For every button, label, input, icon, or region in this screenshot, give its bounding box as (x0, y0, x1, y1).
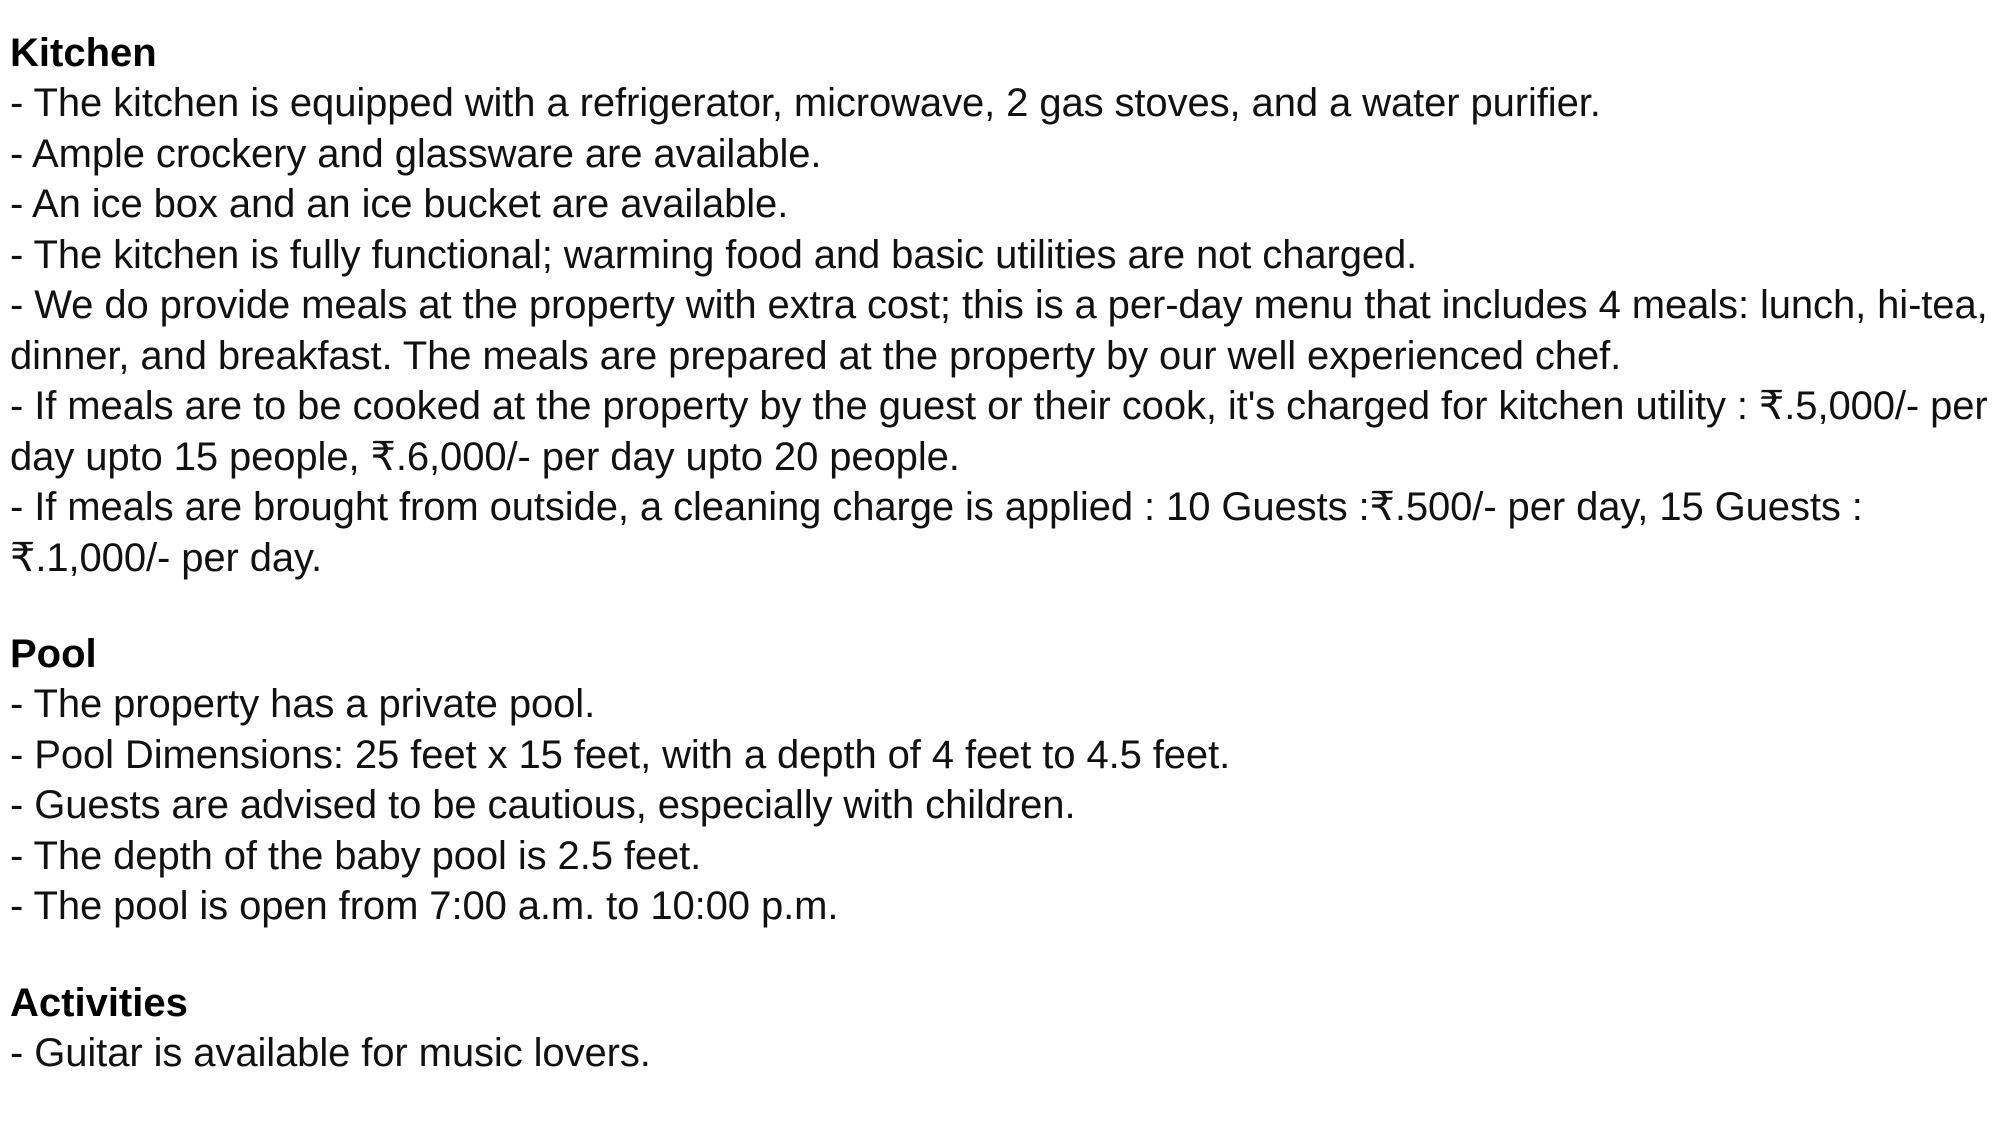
kitchen-item-meals: - We do provide meals at the property with extra cost; this is a per-day menu that includes 4 meals: lunch, hi-tea, dinner, and breakfast. The meals are prepared at the property by our well experienced chef. (10, 283, 1988, 378)
kitchen-item-functional: - The kitchen is fully functional; warming food and basic utilities are not charged. (10, 232, 1418, 277)
kitchen-section (10, 28, 1990, 583)
pool-item-hours: - The pool is open from 7:00 a.m. to 10:00 p.m. (10, 884, 839, 928)
activities-item-guitar: - Guitar is available for music lovers. (10, 1030, 651, 1075)
kitchen-item-equipment: - The kitchen is equipped with a refrigerator, microwave, 2 gas stoves, and a water purifier. (10, 81, 1601, 125)
pool-item-caution: - Guests are advised to be cautious, especially with children. (10, 783, 1076, 827)
pool-item-dimensions: - Pool Dimensions: 25 feet x 15 feet, with a depth of 4 feet to 4.5 feet. (10, 732, 1231, 777)
kitchen-item-crockery: - Ample crockery and glassware are available. (10, 131, 822, 176)
kitchen-heading: Kitchen (10, 31, 157, 75)
activities-section (10, 978, 1990, 1079)
document-body (10, 28, 1990, 1078)
kitchen-item-cleaning-charge: - If meals are brought from outside, a cleaning charge is applied : 10 Guests :₹.500/- per day, 15 Guests :₹.1,000/- per day. (10, 485, 1863, 580)
activities-heading: Activities (10, 980, 188, 1025)
pool-heading: Pool (10, 632, 97, 676)
kitchen-item-utility-charge: - If meals are to be cooked at the property by the guest or their cook, it's charged for kitchen utility : ₹.5,000/- per day upto 15 people, ₹.6,000/- per day upto 20 people. (10, 384, 1988, 479)
kitchen-item-ice: - An ice box and an ice bucket are available. (10, 182, 789, 226)
pool-item-baby-pool: - The depth of the baby pool is 2.5 feet. (10, 833, 702, 878)
pool-section (10, 629, 1990, 932)
pool-item-private: - The property has a private pool. (10, 682, 596, 726)
